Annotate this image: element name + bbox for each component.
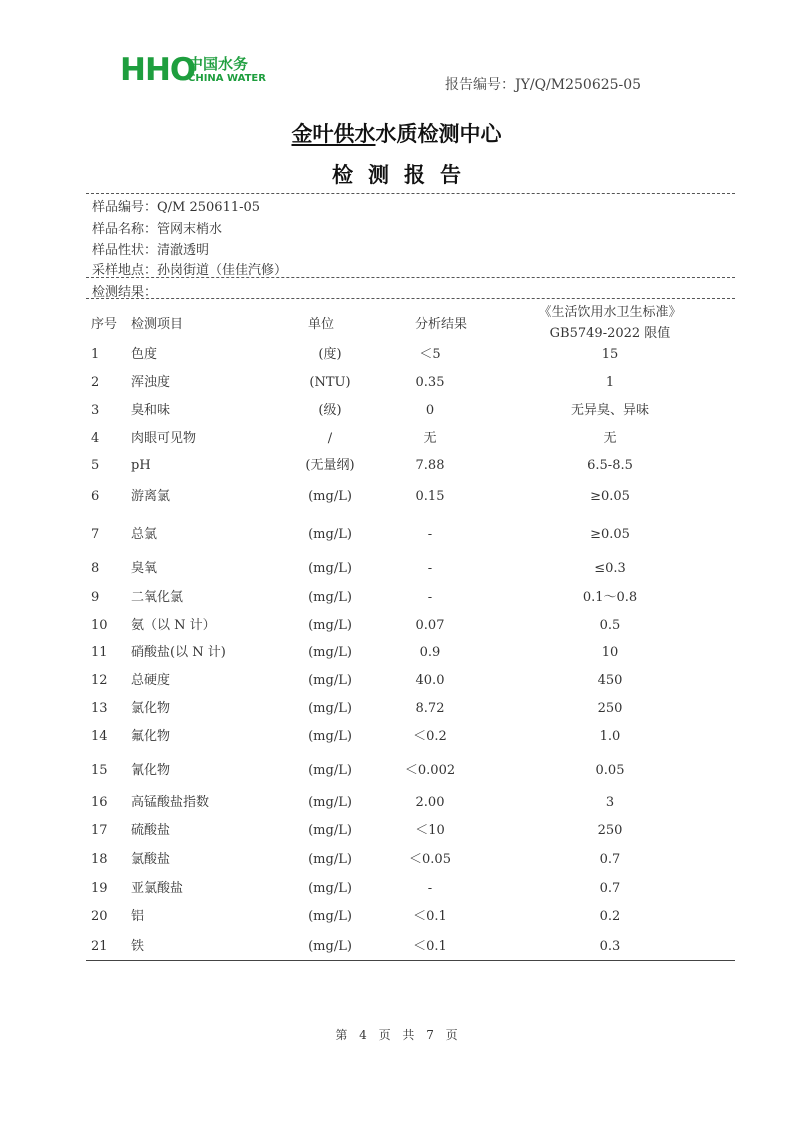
test-item: 总硬度 bbox=[131, 673, 171, 688]
logo-cn-text: 中国水务 bbox=[188, 55, 249, 73]
col-header-unit: 单位 bbox=[308, 317, 335, 332]
limit-cell: ≤0.3 bbox=[594, 561, 626, 576]
page-title bbox=[0, 118, 793, 148]
row-number: 21 bbox=[91, 939, 108, 954]
test-item: 臭氧 bbox=[131, 561, 158, 576]
test-item: 臭和味 bbox=[131, 403, 171, 418]
test-item: 肉眼可见物 bbox=[131, 431, 197, 446]
limit-cell: 3 bbox=[605, 795, 615, 810]
limit-cell: 0.3 bbox=[599, 939, 621, 954]
info-divider bbox=[86, 277, 735, 278]
result-cell: - bbox=[427, 881, 433, 896]
test-item: 硝酸盐(以 N 计) bbox=[131, 645, 226, 660]
table-row bbox=[0, 761, 793, 781]
table-row bbox=[0, 487, 793, 507]
row-number: 15 bbox=[91, 763, 108, 778]
limit-cell: 10 bbox=[601, 645, 619, 660]
limit-cell: ≥0.05 bbox=[590, 527, 630, 542]
table-row bbox=[0, 727, 793, 747]
test-item: 游离氯 bbox=[131, 489, 171, 504]
sample-number: 样品编号：Q/M 250611-05 bbox=[92, 200, 261, 215]
test-item: 氨（以 N 计） bbox=[131, 618, 216, 633]
table-row bbox=[0, 793, 793, 813]
limit-cell: 1.0 bbox=[599, 729, 621, 744]
table-row bbox=[0, 850, 793, 870]
unit-cell: (mg/L) bbox=[308, 763, 352, 778]
result-cell: ＜10 bbox=[415, 823, 445, 838]
unit-cell: (mg/L) bbox=[308, 561, 352, 576]
unit-cell: (mg/L) bbox=[308, 673, 352, 688]
test-item: 浑浊度 bbox=[131, 375, 171, 390]
page-subtitle: 检测报告 bbox=[332, 163, 476, 187]
result-cell: 2.00 bbox=[415, 795, 445, 810]
limit-cell: 0.1～0.8 bbox=[582, 590, 638, 605]
limit-cell: 0.05 bbox=[595, 763, 625, 778]
table-row bbox=[0, 879, 793, 899]
logo-en-text: CHINA WATER bbox=[188, 73, 266, 84]
result-cell: - bbox=[427, 527, 433, 542]
result-cell: 0.15 bbox=[415, 489, 445, 504]
table-row bbox=[0, 373, 793, 393]
row-number: 4 bbox=[91, 431, 100, 446]
table-row bbox=[0, 588, 793, 608]
table-row bbox=[0, 671, 793, 691]
unit-cell: (度) bbox=[318, 347, 342, 362]
row-number: 20 bbox=[91, 909, 108, 924]
result-cell: ＜0.05 bbox=[409, 852, 451, 867]
row-number: 2 bbox=[91, 375, 100, 390]
col-header-result: 分析结果 bbox=[415, 317, 468, 332]
test-item: 氰化物 bbox=[131, 763, 171, 778]
row-number: 5 bbox=[91, 458, 100, 473]
row-number: 6 bbox=[91, 489, 100, 504]
limit-cell: 1 bbox=[605, 375, 615, 390]
test-item: 铁 bbox=[131, 939, 145, 954]
bottom-divider bbox=[86, 960, 735, 961]
unit-cell: (mg/L) bbox=[308, 527, 352, 542]
result-cell: ＜5 bbox=[419, 347, 441, 362]
row-number: 8 bbox=[91, 561, 100, 576]
result-cell: ＜0.2 bbox=[413, 729, 447, 744]
row-number: 19 bbox=[91, 881, 108, 896]
unit-cell: (mg/L) bbox=[308, 909, 352, 924]
result-cell: 7.88 bbox=[415, 458, 445, 473]
sampling-location: 采样地点：孙岗街道（佳佳汽修） bbox=[92, 263, 288, 278]
row-number: 11 bbox=[91, 645, 108, 660]
limit-cell: 无异臭、异味 bbox=[570, 403, 649, 418]
limit-cell: 0.5 bbox=[599, 618, 621, 633]
unit-cell: (mg/L) bbox=[308, 618, 352, 633]
unit-cell: (NTU) bbox=[309, 375, 351, 390]
test-item: 总氯 bbox=[131, 527, 158, 542]
result-cell: 0 bbox=[425, 403, 435, 418]
table-row bbox=[0, 907, 793, 927]
unit-cell: (mg/L) bbox=[308, 881, 352, 896]
col-header-standard bbox=[490, 302, 730, 344]
test-item: 色度 bbox=[131, 347, 158, 362]
table-row bbox=[0, 643, 793, 663]
unit-cell: (mg/L) bbox=[308, 645, 352, 660]
result-cell: - bbox=[427, 590, 433, 605]
limit-cell: 6.5-8.5 bbox=[587, 458, 633, 473]
col-header-no: 序号 bbox=[91, 317, 118, 332]
title-rest: 水质检测中心 bbox=[375, 122, 502, 146]
result-cell: ＜0.1 bbox=[413, 909, 447, 924]
result-cell: 无 bbox=[423, 431, 437, 446]
limit-cell: 250 bbox=[597, 823, 623, 838]
test-item: 铝 bbox=[131, 909, 145, 924]
limit-cell: 250 bbox=[597, 701, 623, 716]
test-item: 高锰酸盐指数 bbox=[131, 795, 210, 810]
limit-cell: 0.7 bbox=[599, 881, 621, 896]
result-cell: 0.9 bbox=[419, 645, 441, 660]
test-item: 氯酸盐 bbox=[131, 852, 171, 867]
result-cell: 0.07 bbox=[415, 618, 445, 633]
result-cell: 40.0 bbox=[415, 673, 445, 688]
standard-name: 《生活饮用水卫生标准》 bbox=[538, 305, 682, 320]
table-row bbox=[0, 401, 793, 421]
table-row bbox=[0, 345, 793, 365]
standard-code: GB5749-2022 限值 bbox=[549, 326, 671, 341]
row-number: 1 bbox=[91, 347, 100, 362]
result-cell: 8.72 bbox=[415, 701, 445, 716]
hho-logo bbox=[120, 52, 270, 92]
sample-name: 样品名称：管网末梢水 bbox=[92, 222, 223, 237]
row-number: 14 bbox=[91, 729, 108, 744]
table-row bbox=[0, 429, 793, 449]
unit-cell: (mg/L) bbox=[308, 795, 352, 810]
row-number: 3 bbox=[91, 403, 100, 418]
table-row bbox=[0, 559, 793, 579]
limit-cell: 0.7 bbox=[599, 852, 621, 867]
results-label: 检测结果： bbox=[92, 285, 158, 300]
title-underlined: 金叶供水 bbox=[291, 122, 376, 146]
unit-cell: / bbox=[327, 431, 333, 446]
row-number: 18 bbox=[91, 852, 108, 867]
sample-property: 样品性状：清澈透明 bbox=[92, 243, 210, 258]
col-header-item: 检测项目 bbox=[131, 317, 184, 332]
row-number: 16 bbox=[91, 795, 108, 810]
result-cell: - bbox=[427, 561, 433, 576]
top-divider bbox=[86, 193, 735, 194]
table-row bbox=[0, 616, 793, 636]
table-row bbox=[0, 937, 793, 957]
unit-cell: (级) bbox=[318, 403, 342, 418]
test-item: 二氧化氯 bbox=[131, 590, 184, 605]
limit-cell: 450 bbox=[597, 673, 623, 688]
limit-cell: 0.2 bbox=[599, 909, 621, 924]
report-number: 报告编号：JY/Q/M250625-05 bbox=[445, 77, 642, 93]
test-item: pH bbox=[131, 458, 151, 473]
table-row bbox=[0, 821, 793, 841]
unit-cell: (mg/L) bbox=[308, 489, 352, 504]
logo-mark: HHO bbox=[120, 52, 196, 88]
row-number: 12 bbox=[91, 673, 108, 688]
result-cell: ＜0.1 bbox=[413, 939, 447, 954]
row-number: 9 bbox=[91, 590, 100, 605]
limit-cell: 15 bbox=[601, 347, 619, 362]
row-number: 13 bbox=[91, 701, 108, 716]
test-item: 氟化物 bbox=[131, 729, 171, 744]
test-item: 氯化物 bbox=[131, 701, 171, 716]
unit-cell: (mg/L) bbox=[308, 701, 352, 716]
unit-cell: (mg/L) bbox=[308, 823, 352, 838]
table-row bbox=[0, 699, 793, 719]
row-number: 17 bbox=[91, 823, 108, 838]
unit-cell: (mg/L) bbox=[308, 939, 352, 954]
limit-cell: ≥0.05 bbox=[590, 489, 630, 504]
result-cell: 0.35 bbox=[415, 375, 445, 390]
unit-cell: (mg/L) bbox=[308, 852, 352, 867]
result-cell: ＜0.002 bbox=[404, 763, 456, 778]
page-footer: 第 4 页 共 7 页 bbox=[335, 1028, 458, 1042]
results-divider bbox=[86, 298, 735, 299]
row-number: 10 bbox=[91, 618, 108, 633]
unit-cell: (无量纲) bbox=[305, 458, 355, 473]
row-number: 7 bbox=[91, 527, 100, 542]
limit-cell: 无 bbox=[603, 431, 617, 446]
table-row bbox=[0, 456, 793, 476]
test-item: 硫酸盐 bbox=[131, 823, 171, 838]
table-row bbox=[0, 525, 793, 545]
unit-cell: (mg/L) bbox=[308, 590, 352, 605]
unit-cell: (mg/L) bbox=[308, 729, 352, 744]
test-item: 亚氯酸盐 bbox=[131, 881, 184, 896]
